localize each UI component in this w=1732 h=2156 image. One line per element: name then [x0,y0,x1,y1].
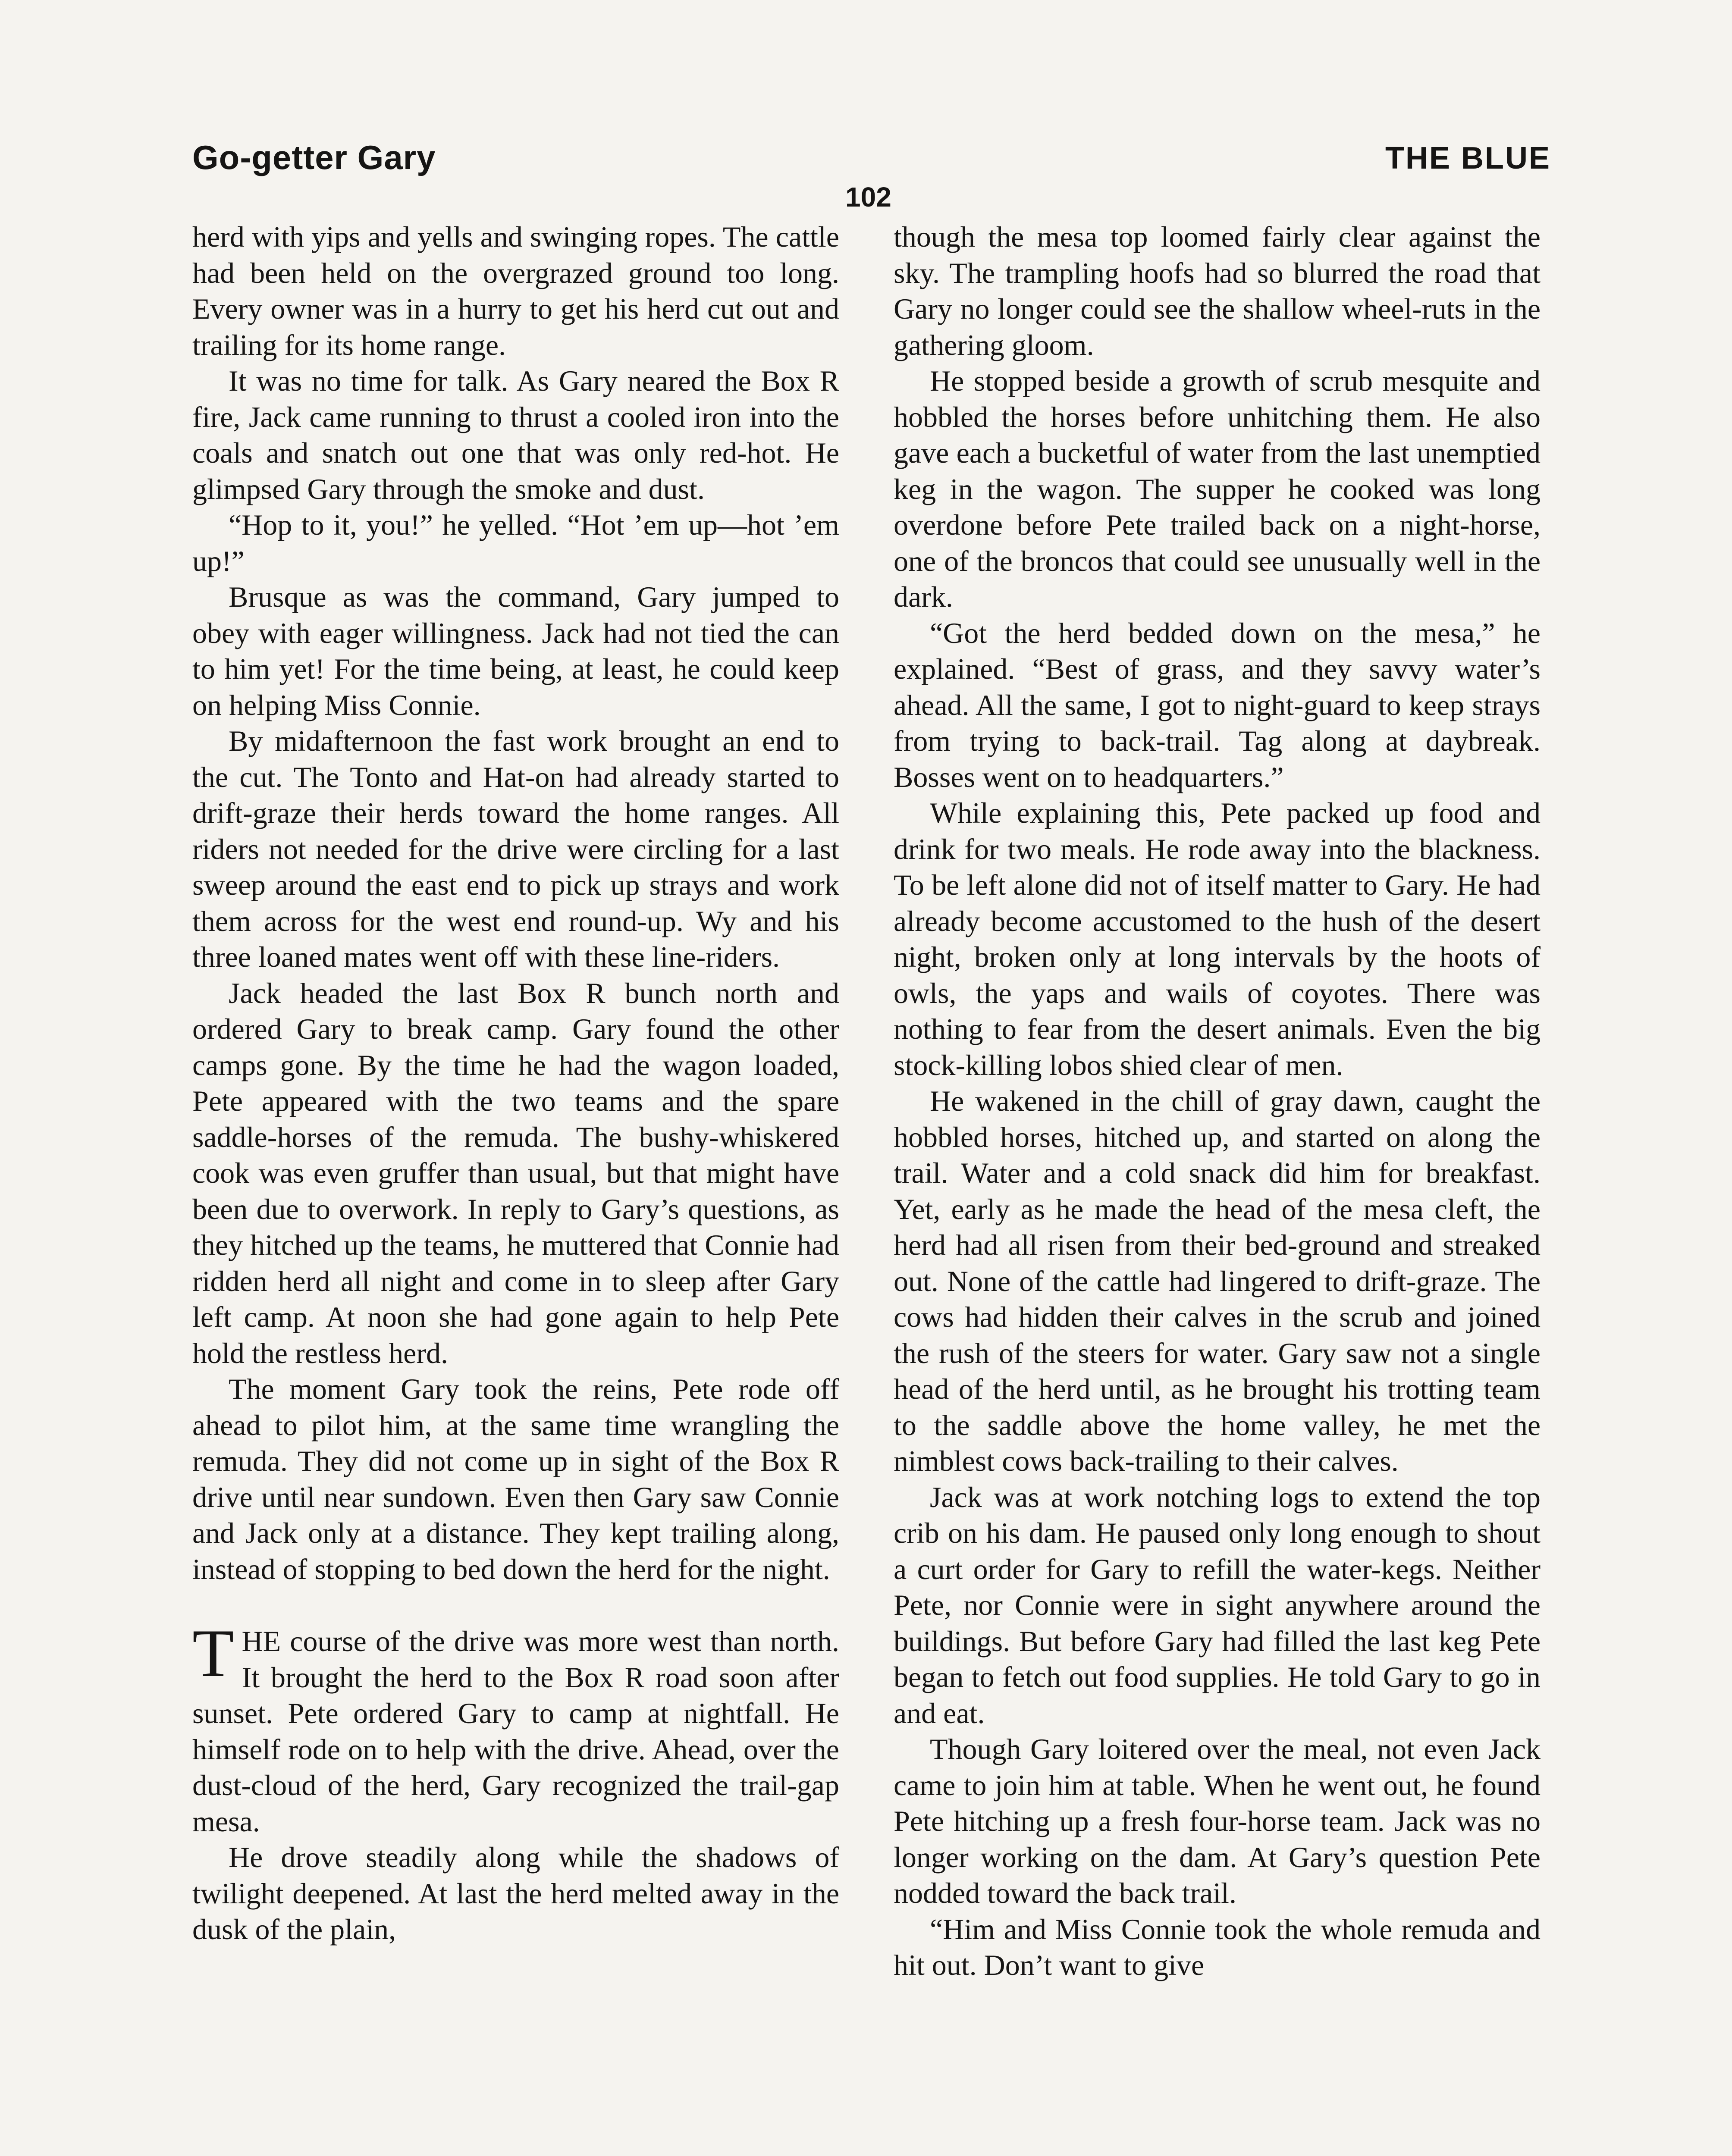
paragraph: He wakened in the chill of gray dawn, caught the hobbled horses, hitched up, and started on along the trail. Water and a cold snack did him for breakfast. Yet, early as he made the head of the mesa cleft, the herd had all risen from their bed-ground and streaked out. None of the cattle had lingered to drift-graze. The cows had hidden their calves in the scrub and joined the rush of the steers for water. Gary saw not a single head of the herd until, as he brought his trotting team to the saddle above the home valley, he met the nimblest cows back-trailing to their calves. [894,1084,1541,1477]
page-number: 102 [845,182,891,213]
paragraph: herd with yips and yells and swinging ropes. The cattle had been held on the overgrazed ground too long. Every owner was in a hurry to get his herd cut out and trailing for its home range. [192,220,839,361]
paragraph: By midafternoon the fast work brought an end to the cut. The Tonto and Hat-on had already started to drift-graze their herds toward the home ranges. All riders not needed for the drive were circling for a last sweep around the east end to pick up strays and work them across for the west end round-up. Wy and his three loaned mates went off with these line-riders. [192,724,839,973]
drop-cap: T [192,1616,234,1691]
section-opening-text: HE course of the drive was more west than north. It brought the herd to the Box R road soon after sunset. Pete ordered Gary to camp at nightfall. He himself rode on to help with the drive. Ahead, over the dust-cloud of the herd, Gary recognized the trail-gap mesa. [192,1625,839,1838]
story-title: Go-getter Gary [192,138,436,176]
paragraph: Brusque as was the command, Gary jumped to obey with eager willingness. Jack had not tied the can to him yet! For the time being, at least, he could keep on helping Miss Connie. [192,580,839,721]
left-column [192,219,839,1948]
magazine-name: THE BLUE [1385,141,1551,175]
paragraph: The moment Gary took the reins, Pete rode off ahead to pilot him, at the same time wrangling the remuda. They did not come up in sight of the Box R drive until near sundown. Even then Gary saw Connie and Jack only at a distance. They kept trailing along, instead of stopping to bed down the herd for the night. [192,1373,839,1586]
paragraph: While explaining this, Pete packed up food and drink for two meals. He rode away into the blackness. To be left alone did not of itself matter to Gary. He had already become accustomed to the hush of the desert night, broken only at long intervals by the hoots of owls, the yaps and wails of coyotes. There was nothing to fear from the desert animals. Even the big stock-killing lobos shied clear of men. [894,796,1541,1081]
paragraph: Jack was at work notching logs to extend the top crib on his dam. He paused only long enough to shout a curt order for Gary to refill the water-kegs. Neither Pete, nor Connie were in sight anywhere around the buildings. But before Gary had filled the last keg Pete began to fetch out food supplies. He told Gary to go in and eat. [894,1480,1541,1730]
paragraph: “Got the herd bedded down on the mesa,” he explained. “Best of grass, and they savvy water’s ahead. All the same, I got to night-guard to keep strays from trying to back-trail. Tag along at daybreak. Bosses went on to headquarters.” [894,616,1541,793]
paragraph: He stopped beside a growth of scrub mesquite and hobbled the horses before unhitching them. He also gave each a bucketful of water from the last unemptied keg in the wagon. The supper he cooked was long overdone before Pete trailed back on a night-horse, one of the broncos that could see unusually well in the dark. [894,364,1541,613]
paragraph: Though Gary loitered over the meal, not even Jack came to join him at table. When he went out, he found Pete hitching up a fresh four-horse team. Jack was no longer working on the dam. At Gary’s question Pete nodded toward the back trail. [894,1733,1541,1909]
paragraph: It was no time for talk. As Gary neared the Box R fire, Jack came running to thrust a cooled iron into the coals and snatch out one that was only red-hot. He glimpsed Gary through the smoke and dust. [192,364,839,505]
paragraph: “Hop to it, you!” he yelled. “Hot ’em up—hot ’em up!” [192,508,839,577]
paragraph: Jack headed the last Box R bunch north and ordered Gary to break camp. Gary found the other camps gone. By the time he had the wagon loaded, Pete appeared with the two teams and the spare saddle-horses of the remuda. The bushy-whiskered cook was even gruffer than usual, but that might have been due to overwork. In reply to Gary’s questions, as they hitched up the teams, he muttered that Connie had ridden herd all night and come in to sleep after Gary left camp. At noon she had gone again to help Pete hold the restless herd. [192,976,839,1369]
paragraph: though the mesa top loomed fairly clear against the sky. The trampling hoofs had so blurred the road that Gary no longer could see the shallow wheel-ruts in the gathering gloom. [894,220,1541,361]
section-opening-paragraph [192,1616,839,1839]
paragraph: He drove steadily along while the shadows of twilight deepened. At last the herd melted away in the dusk of the plain, [192,1841,839,1946]
right-column [894,219,1541,1984]
paragraph: “Him and Miss Connie took the whole remuda and hit out. Don’t want to give [894,1912,1541,1981]
